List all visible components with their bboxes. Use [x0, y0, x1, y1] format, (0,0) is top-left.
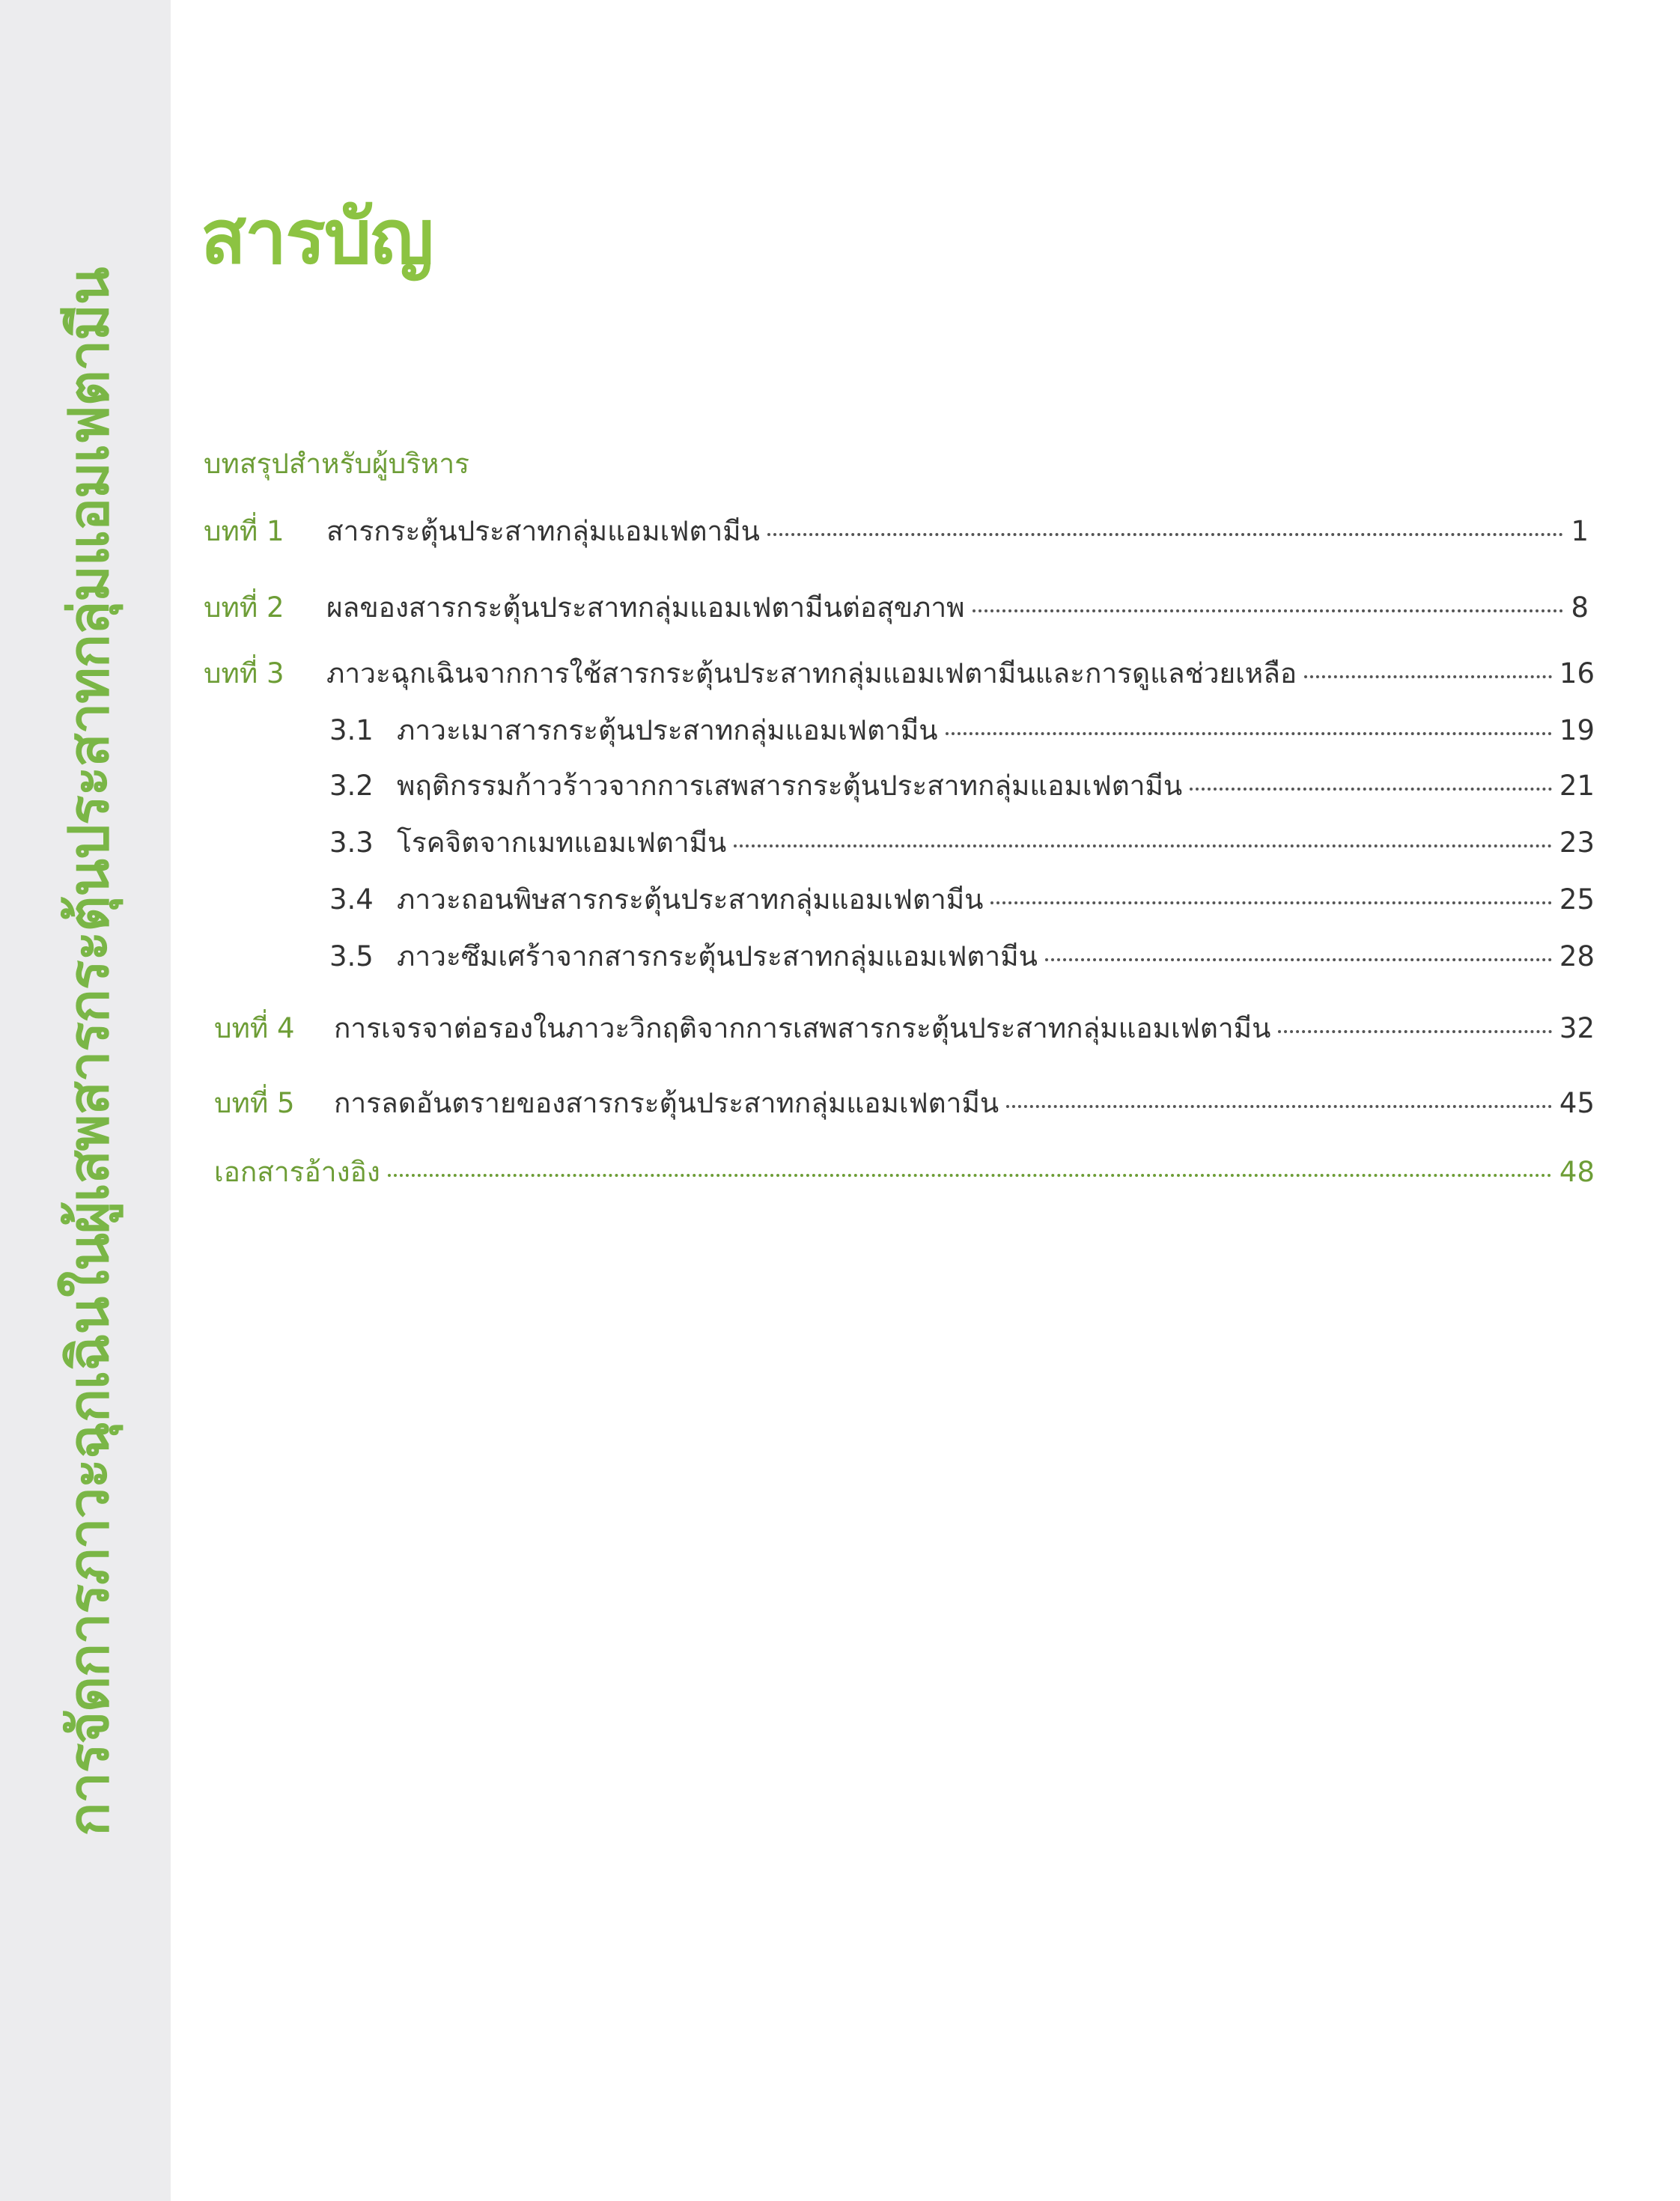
section-title: โรคจิตจากเมทแอมเฟตามีน	[397, 826, 727, 859]
dot-leader	[1278, 1030, 1552, 1033]
chapter-label: บทที่ 4	[214, 1012, 295, 1044]
dot-leader	[973, 609, 1564, 612]
chapter-page: 32	[1559, 1012, 1595, 1044]
summary-label: บทสรุปสำหรับผู้บริหาร	[204, 448, 470, 480]
toc-section-3-1[interactable]	[329, 708, 1595, 752]
section-number: 3.5	[329, 940, 374, 972]
toc-chapter-5[interactable]	[214, 1081, 1595, 1125]
section-page: 21	[1559, 770, 1595, 802]
section-title: พฤติกรรมก้าวร้าวจากการเสพสารกระตุ้นประสาทกลุ่มแอมเฟตามีน	[397, 770, 1183, 802]
toc-section-3-3[interactable]	[329, 821, 1595, 865]
chapter-page: 16	[1559, 657, 1595, 689]
dot-leader	[734, 844, 1552, 847]
section-title: ภาวะเมาสารกระตุ้นประสาทกลุ่มแอมเฟตามีน	[397, 714, 938, 746]
toc-chapter-2[interactable]	[204, 585, 1589, 630]
chapter-label: บทที่ 2	[204, 591, 284, 624]
toc-section-3-5[interactable]	[329, 934, 1595, 978]
chapter-title: ภาวะฉุกเฉินจากการใช้สารกระตุ้นประสาทกลุ่มแอมเฟตามีนและการดูแลช่วยเหลือ	[326, 657, 1297, 689]
toc-chapter-3[interactable]	[204, 651, 1595, 695]
section-number: 3.2	[329, 770, 374, 802]
section-number: 3.1	[329, 714, 374, 746]
chapter-label: บทที่ 1	[204, 515, 284, 547]
toc-chapter-4[interactable]	[214, 1006, 1595, 1050]
dot-leader	[388, 1174, 1552, 1177]
toc-references[interactable]	[214, 1150, 1595, 1194]
chapter-title: ผลของสารกระตุ้นประสาทกลุ่มแอมเฟตามีนต่อสุขภาพ	[326, 591, 965, 624]
chapter-title: การเจรจาต่อรองในภาวะวิกฤติจากการเสพสารกระตุ้นประสาทกลุ่มแอมเฟตามีน	[334, 1012, 1271, 1044]
toc-section-3-4[interactable]	[329, 877, 1595, 922]
dot-leader	[990, 901, 1551, 904]
chapter-title: สารกระตุ้นประสาทกลุ่มแอมเฟตามีน	[326, 515, 760, 547]
chapter-label: บทที่ 3	[204, 657, 284, 689]
chapter-page: 8	[1571, 591, 1589, 624]
dot-leader	[1190, 788, 1552, 791]
section-page: 28	[1559, 940, 1595, 972]
section-title: ภาวะถอนพิษสารกระตุ้นประสาทกลุ่มแอมเฟตามีน	[397, 883, 984, 916]
section-page: 19	[1559, 714, 1595, 746]
spine-title: การจัดการภาวะฉุกเฉินในผู้เสพสารกระตุ้นประสาทกลุ่มแอมเฟตามีน	[57, 267, 121, 1836]
chapter-page: 45	[1559, 1087, 1595, 1119]
dot-leader	[767, 533, 1564, 536]
dot-leader	[1045, 958, 1552, 961]
chapter-page: 1	[1571, 515, 1589, 547]
section-page: 23	[1559, 826, 1595, 859]
toc-executive-summary[interactable]	[204, 442, 469, 486]
section-number: 3.4	[329, 883, 374, 916]
page-title: สารบัญ	[201, 193, 433, 281]
dot-leader	[1006, 1105, 1552, 1108]
section-page: 25	[1559, 883, 1595, 916]
references-page: 48	[1559, 1156, 1595, 1188]
dot-leader	[1304, 675, 1552, 678]
toc-section-3-2[interactable]	[329, 764, 1595, 808]
section-title: ภาวะซึมเศร้าจากสารกระตุ้นประสาทกลุ่มแอมเฟตามีน	[397, 940, 1038, 972]
section-number: 3.3	[329, 826, 374, 859]
toc-chapter-1[interactable]	[204, 509, 1589, 553]
chapter-title: การลดอันตรายของสารกระตุ้นประสาทกลุ่มแอมเฟตามีน	[334, 1087, 999, 1119]
references-title: เอกสารอ้างอิง	[214, 1156, 380, 1188]
chapter-label: บทที่ 5	[214, 1087, 295, 1119]
dot-leader	[946, 732, 1552, 735]
